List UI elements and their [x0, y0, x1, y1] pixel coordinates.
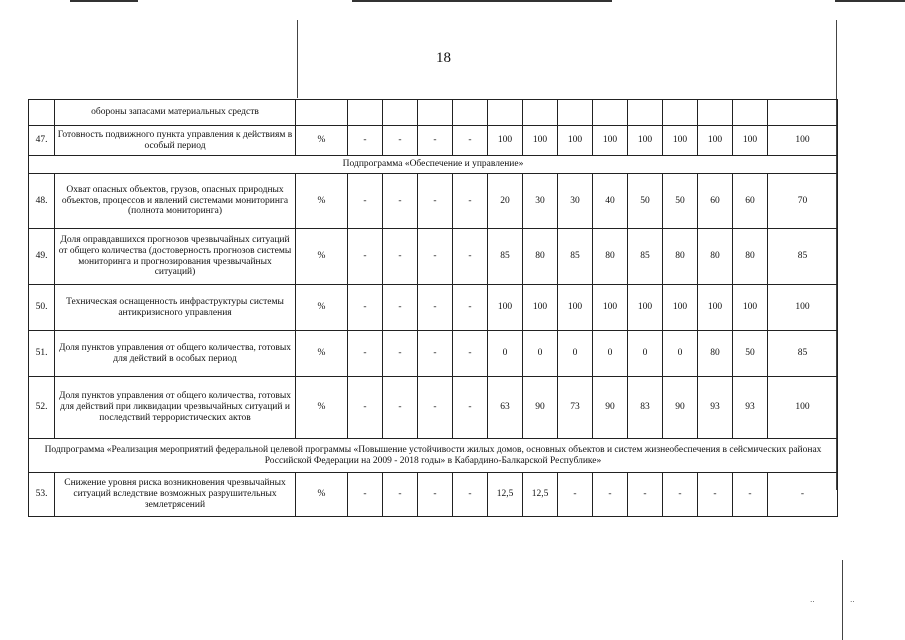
value-cell: - — [453, 126, 488, 156]
value-cell: 85 — [768, 331, 838, 377]
value-cell: 85 — [628, 229, 663, 285]
value-cell: - — [418, 174, 453, 229]
value-cell: 0 — [663, 331, 698, 377]
value-cell: - — [558, 473, 593, 517]
top-rule-middle — [352, 0, 612, 2]
top-rule-right — [835, 0, 905, 2]
value-cell: 63 — [488, 377, 523, 439]
value-cell: 50 — [628, 174, 663, 229]
value-cell: 100 — [558, 285, 593, 331]
value-cell: 100 — [593, 285, 628, 331]
value-cell — [418, 100, 453, 126]
value-cell: 80 — [698, 229, 733, 285]
value-cell — [488, 100, 523, 126]
unit-cell: % — [296, 473, 348, 517]
value-cell: 100 — [628, 285, 663, 331]
unit-cell: % — [296, 126, 348, 156]
value-cell: 100 — [768, 285, 838, 331]
value-cell: 80 — [663, 229, 698, 285]
value-cell: 40 — [593, 174, 628, 229]
row-number-cell — [29, 100, 55, 126]
top-rule-left — [70, 0, 138, 2]
indicator-name-cell: Доля оправдавшихся прогнозов чрезвычайных ситуаций от общего количества (достоверность прогнозов системы мониторинга и прогнозирования чрезвычайных ситуаций) — [55, 229, 296, 285]
value-cell: - — [628, 473, 663, 517]
value-cell — [453, 100, 488, 126]
row-number-cell: 47. — [29, 126, 55, 156]
value-cell: 100 — [663, 126, 698, 156]
value-cell: - — [383, 473, 418, 517]
value-cell: 93 — [698, 377, 733, 439]
value-cell: 60 — [733, 174, 768, 229]
indicator-name-cell: обороны запасами материальных средств — [55, 100, 296, 126]
value-cell: 0 — [593, 331, 628, 377]
value-cell: - — [453, 377, 488, 439]
value-cell: 90 — [663, 377, 698, 439]
indicator-name-cell: Готовность подвижного пункта управления к действиям в особый период — [55, 126, 296, 156]
table-row — [29, 331, 838, 377]
value-cell: - — [698, 473, 733, 517]
value-cell: - — [418, 285, 453, 331]
value-cell: 100 — [558, 126, 593, 156]
table-row — [29, 229, 838, 285]
value-cell: 12,5 — [488, 473, 523, 517]
value-cell: 100 — [768, 377, 838, 439]
value-cell: 85 — [768, 229, 838, 285]
value-cell: - — [383, 331, 418, 377]
value-cell: - — [453, 285, 488, 331]
value-cell: - — [453, 473, 488, 517]
corner-mark-right: ·· — [850, 598, 855, 606]
value-cell: 60 — [698, 174, 733, 229]
value-cell — [348, 100, 383, 126]
subprogram-title: Подпрограмма «Реализация мероприятий федеральной целевой программы «Повышение устойчивости жилых домов, основных объектов и систем жизнеобеспечения в сейсмических районах Российской Федерации на 2009 - 2018 годы» в Кабардино-Балкарской Республике» — [29, 439, 838, 473]
value-cell: 0 — [558, 331, 593, 377]
value-cell: 0 — [488, 331, 523, 377]
value-cell: 73 — [558, 377, 593, 439]
unit-cell: % — [296, 229, 348, 285]
value-cell: - — [453, 174, 488, 229]
header-divider — [297, 20, 298, 98]
value-cell — [733, 100, 768, 126]
value-cell — [523, 100, 558, 126]
value-cell: 100 — [593, 126, 628, 156]
value-cell: - — [348, 126, 383, 156]
table-row — [29, 100, 838, 126]
value-cell: 100 — [523, 126, 558, 156]
table-row — [29, 377, 838, 439]
value-cell: 100 — [698, 126, 733, 156]
value-cell: 83 — [628, 377, 663, 439]
unit-cell: % — [296, 377, 348, 439]
value-cell: - — [733, 473, 768, 517]
indicator-name-cell: Техническая оснащенность инфраструктуры системы антикризисного управления — [55, 285, 296, 331]
indicator-name-cell: Доля пунктов управления от общего количества, готовых для действий при ликвидации чрезвычайных ситуаций и последствий террористических актов — [55, 377, 296, 439]
value-cell: - — [453, 331, 488, 377]
value-cell: 100 — [488, 126, 523, 156]
value-cell: 70 — [768, 174, 838, 229]
value-cell: - — [348, 229, 383, 285]
subprogram-title: Подпрограмма «Обеспечение и управление» — [29, 156, 838, 174]
value-cell: 85 — [558, 229, 593, 285]
indicator-name-cell: Доля пунктов управления от общего количества, готовых для действий в особых период — [55, 331, 296, 377]
value-cell: - — [383, 377, 418, 439]
value-cell: 12,5 — [523, 473, 558, 517]
value-cell: - — [348, 331, 383, 377]
value-cell: 50 — [663, 174, 698, 229]
value-cell: - — [418, 473, 453, 517]
value-cell: 85 — [488, 229, 523, 285]
value-cell: - — [418, 126, 453, 156]
value-cell: 100 — [768, 126, 838, 156]
value-cell — [593, 100, 628, 126]
row-number-cell: 52. — [29, 377, 55, 439]
value-cell: 100 — [733, 285, 768, 331]
table-row — [29, 473, 838, 517]
value-cell: 90 — [593, 377, 628, 439]
unit-cell — [296, 100, 348, 126]
table-row — [29, 126, 838, 156]
value-cell: - — [663, 473, 698, 517]
value-cell: 93 — [733, 377, 768, 439]
subprogram-row — [29, 156, 838, 174]
value-cell: 100 — [733, 126, 768, 156]
value-cell: - — [593, 473, 628, 517]
value-cell: 100 — [488, 285, 523, 331]
value-cell: - — [418, 331, 453, 377]
value-cell: - — [383, 229, 418, 285]
row-number-cell: 48. — [29, 174, 55, 229]
value-cell: 100 — [663, 285, 698, 331]
value-cell: 30 — [523, 174, 558, 229]
value-cell: - — [418, 229, 453, 285]
value-cell: - — [383, 126, 418, 156]
table-row — [29, 285, 838, 331]
value-cell: - — [768, 473, 838, 517]
value-cell: 80 — [733, 229, 768, 285]
unit-cell: % — [296, 174, 348, 229]
value-cell: - — [383, 285, 418, 331]
value-cell: 0 — [523, 331, 558, 377]
value-cell — [768, 100, 838, 126]
value-cell — [558, 100, 593, 126]
value-cell: 20 — [488, 174, 523, 229]
row-number-cell: 53. — [29, 473, 55, 517]
row-number-cell: 50. — [29, 285, 55, 331]
corner-mark-left: ·· — [810, 598, 815, 606]
value-cell: 80 — [698, 331, 733, 377]
value-cell: - — [348, 473, 383, 517]
value-cell: 0 — [628, 331, 663, 377]
value-cell: - — [348, 285, 383, 331]
value-cell: - — [383, 174, 418, 229]
value-cell — [383, 100, 418, 126]
page-number: 18 — [436, 50, 451, 66]
value-cell: 90 — [523, 377, 558, 439]
value-cell — [628, 100, 663, 126]
unit-cell: % — [296, 285, 348, 331]
value-cell: 100 — [628, 126, 663, 156]
subprogram-row — [29, 439, 838, 473]
value-cell: 80 — [593, 229, 628, 285]
unit-cell: % — [296, 331, 348, 377]
value-cell: - — [348, 174, 383, 229]
right-binding-line-lower — [842, 560, 843, 640]
value-cell: - — [453, 229, 488, 285]
value-cell: - — [348, 377, 383, 439]
indicator-name-cell: Охват опасных объектов, грузов, опасных природных объектов, процессов и явлений системами мониторинга (полнота мониторинга) — [55, 174, 296, 229]
indicator-name-cell: Снижение уровня риска возникновения чрезвычайных ситуаций вследствие возможных разрушительных землетрясений — [55, 473, 296, 517]
value-cell — [698, 100, 733, 126]
row-number-cell: 51. — [29, 331, 55, 377]
value-cell: 100 — [523, 285, 558, 331]
value-cell: - — [418, 377, 453, 439]
value-cell — [663, 100, 698, 126]
value-cell: 80 — [523, 229, 558, 285]
value-cell: 50 — [733, 331, 768, 377]
row-number-cell: 49. — [29, 229, 55, 285]
value-cell: 100 — [698, 285, 733, 331]
value-cell: 30 — [558, 174, 593, 229]
indicator-table — [28, 99, 838, 517]
table-row — [29, 174, 838, 229]
